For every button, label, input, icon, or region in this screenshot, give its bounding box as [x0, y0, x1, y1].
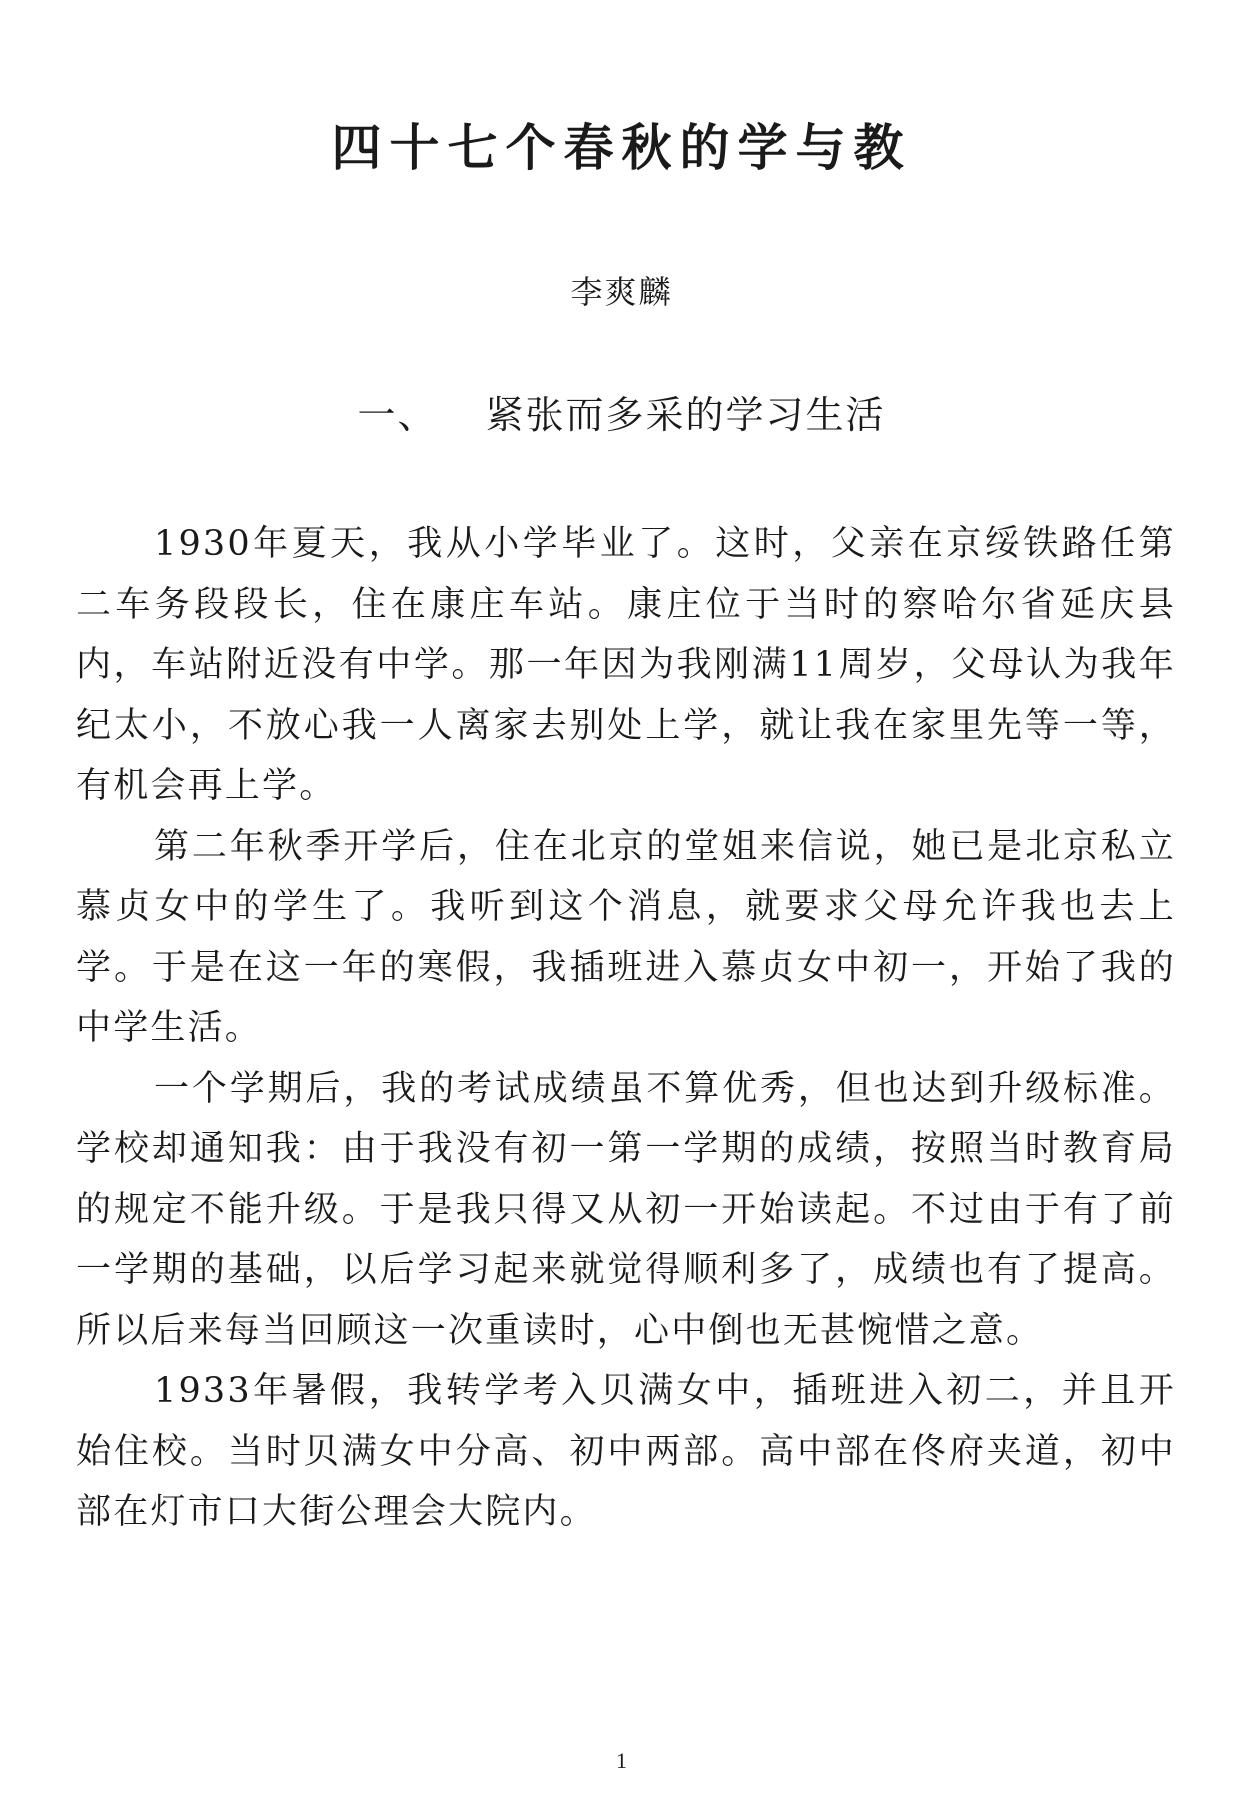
body-text: [76, 514, 1176, 1543]
author-name: 李爽麟: [570, 273, 673, 311]
paragraph-1: 1930年夏天，我从小学毕业了。这时，父亲在京绥铁路任第二车务段段长，住在康庄车站。康庄位于当时的察哈尔省延庆县内，车站附近没有中学。那一年因为我刚满11周岁，父母认为我年纪太小，不放心我一人离家去别处上学，就让我在家里先等一等，有机会再上学。: [76, 524, 1176, 806]
section-heading: [0, 392, 1243, 438]
section-title: 紧张而多采的学习生活: [485, 393, 886, 437]
paragraph-3: 一个学期后，我的考试成绩虽不算优秀，但也达到升级标准。学校却通知我：由于我没有初一第一学期的成绩，按照当时教育局的规定不能升级。于是我只得又从初一开始读起。不过由于有了前一学期的基础，以后学习起来就觉得顺利多了，成绩也有了提高。所以后来每当回顾这一次重读时，心中倒也无甚惋惜之意。: [76, 1068, 1176, 1351]
page-number: 1: [616, 1748, 627, 1773]
document-title: 四十七个春秋的学与教: [331, 119, 912, 177]
paragraph-4: 1933年暑假，我转学考入贝满女中，插班进入初二，并且开始住校。当时贝满女中分高、初中两部。高中部在佟府夹道，初中部在灯市口大街公理会大院内。: [76, 1371, 1176, 1532]
paragraph-2: 第二年秋季开学后，住在北京的堂姐来信说，她已是北京私立慕贞女中的学生了。我听到这个消息，就要求父母允许我也去上学。于是在这一年的寒假，我插班进入慕贞女中初一，开始了我的中学生活。: [76, 826, 1176, 1048]
section-number: 一、: [357, 393, 438, 437]
